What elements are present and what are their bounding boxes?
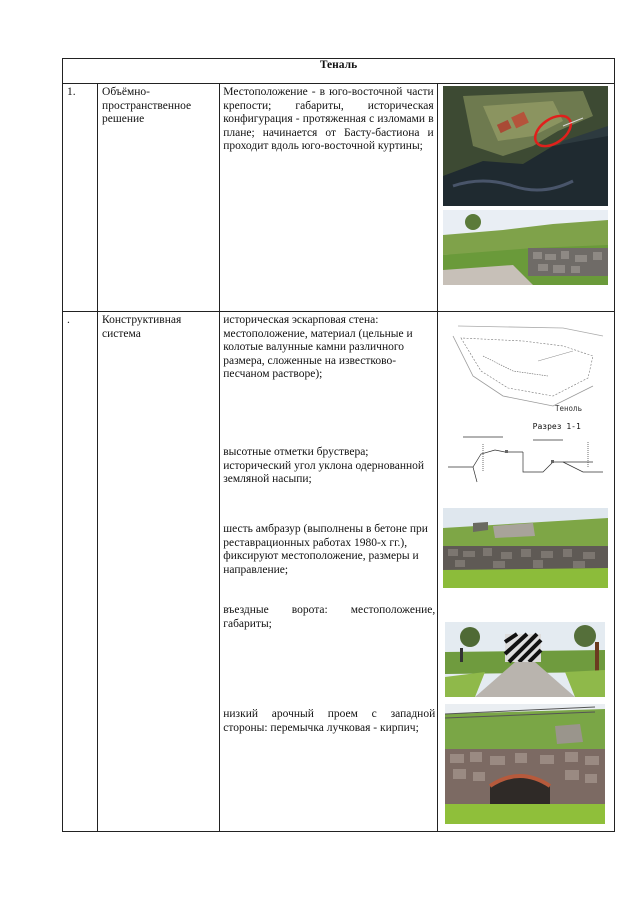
row-number: 1. <box>63 84 98 312</box>
item-parapet-heights: высотные отметки бруствера; исторический угол уклона одернованной земляной насыпи; <box>223 446 425 485</box>
table-row <box>63 312 615 832</box>
section-caption: Paзpeз 1-1 <box>532 422 581 431</box>
drawing-caption: Тeнoль <box>554 404 582 413</box>
gate-photo <box>445 622 605 697</box>
table-row <box>63 84 615 312</box>
item-escarp-wall: историческая эскарповая стена: местоположение, материал (цельные и колотые валунные камни различного размера, сложенные на известково-песчаном растворе); <box>223 314 413 380</box>
plan-drawing <box>443 316 608 416</box>
embrasure-photo <box>443 508 608 588</box>
item-entrance-gate: въездные ворота: местоположение, габариты; <box>223 604 436 630</box>
item-arch-opening: низкий арочный проем с западной стороны: перемычка лучковая - кирпич; <box>223 708 436 734</box>
section-drawing <box>443 432 608 492</box>
arch-photo <box>445 704 605 824</box>
table-header-row <box>63 59 615 84</box>
wall-photo <box>443 210 608 285</box>
aerial-photo <box>443 86 608 206</box>
heritage-table <box>62 58 615 832</box>
row-description: Местоположение - в юго-восточной части крепости; габариты, историческая конфигурация - протяженная с изломами в плане; начинается от Басту-бастиона и проходит вдоль юго-восточной куртины; <box>223 86 434 152</box>
row-number: . <box>63 312 98 832</box>
item-embrasures: шесть амбразур (выполнены в бетоне при реставрационных работах 1980-х гг.), фиксируют местоположение, размеры и направление; <box>223 523 428 576</box>
table-title: Теналь <box>63 59 615 84</box>
row-label: Конструктивная система <box>98 312 220 832</box>
row-label: Объёмно-пространственное решение <box>98 84 220 312</box>
